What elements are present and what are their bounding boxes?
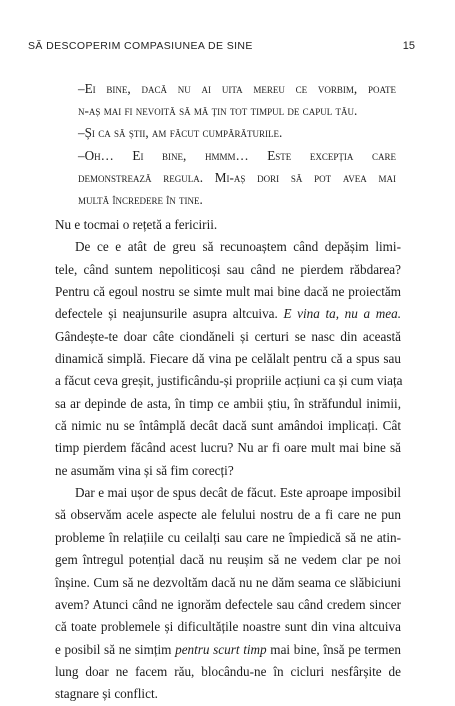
text-run: probleme în relațiile cu ceilalți sau care ne împiedică să ne atin- — [55, 529, 401, 545]
text-line — [78, 189, 396, 211]
text-run: lung doar ne facem rău, blocându-ne în cicluri nesfârșite de — [55, 663, 401, 679]
text-run: a făcut ceva greșit, justificându-și propriile acțiuni ca și cum viața — [55, 373, 403, 389]
text-run: tele, când suntem nepoliticoși sau când ne pierdem răbdarea? — [55, 261, 401, 277]
text-run: – — [78, 147, 85, 163]
text-line — [55, 549, 401, 571]
text-line — [78, 78, 396, 100]
text-line — [55, 236, 401, 258]
text-run: că nimic nu se întâmplă decât dacă sunt amândoi implicați. Cât — [55, 418, 401, 434]
dialogue-line — [78, 122, 396, 144]
text-line — [55, 303, 401, 325]
text-run: Gândește-te doar câte ciondăneli și certuri se nasc din această — [55, 328, 401, 344]
page-number: 15 — [402, 40, 415, 52]
text-run: ne asumăm vina și să fim corecți? — [55, 462, 234, 478]
text-run: mai bine, însă pe termen — [266, 641, 401, 657]
running-title: SĂ DESCOPERIM COMPASIUNEA DE SINE — [28, 40, 253, 52]
text-line — [55, 683, 401, 705]
text-line — [55, 415, 401, 437]
text-run: Și ca să știi, am făcut cumpărăturile. — [84, 125, 283, 141]
text-run: timp pierdem făcând acest lucru? Nu ar fi oare mult mai bine să — [55, 440, 401, 456]
text-line — [78, 122, 396, 144]
text-line — [78, 100, 396, 122]
text-run: sa ar depinde de asta, în timp ce ambii știu, în străfundul inimii, — [55, 395, 401, 411]
dialogue-line — [78, 78, 396, 122]
text-line — [55, 259, 401, 281]
text-run: gem întregul potențial dacă nu reușim să ne vedem clar pe noi — [55, 552, 401, 568]
text-line — [55, 393, 401, 415]
text-run: Oh… Ei bine, hmmm… Este excepția care — [84, 147, 396, 163]
body-text — [55, 214, 401, 706]
text-run: demonstrează regula. Mi-aș dori să pot avea mai — [78, 169, 396, 185]
italic-text: pentru scurt timp — [175, 641, 267, 657]
text-run: dinamică simplă. Fiecare dă vina pe celălalt pentru că a spus sau — [55, 351, 401, 367]
text-run: e posibil să ne simțim — [55, 641, 176, 657]
text-line — [78, 145, 396, 167]
text-line — [55, 572, 401, 594]
text-line — [55, 504, 401, 526]
italic-text: E vina ta, nu a mea. — [283, 306, 401, 322]
text-line — [78, 167, 396, 189]
running-header — [28, 40, 415, 52]
text-run: Nu e tocmai o rețetă a fericirii. — [55, 217, 218, 232]
text-run: – — [78, 125, 85, 141]
text-line — [55, 214, 401, 236]
text-run: să observăm acele aspecte ale felului nostru de a fi care ne pun — [55, 507, 401, 523]
text-run: n-aș mai fi nevoită să mă țin tot timpul de capul tău. — [78, 103, 358, 119]
text-run: De ce e atât de greu să recunoaștem când depășim limi- — [75, 239, 401, 255]
text-line — [55, 482, 401, 504]
text-line — [55, 281, 401, 303]
text-run: Dar e mai ușor de spus decât de făcut. Este aproape imposibil — [75, 485, 401, 501]
text-line — [55, 527, 401, 549]
text-run: stagnare și conflict. — [55, 686, 158, 702]
text-run: că toate problemele și dificultățile noastre sunt din vina altcuiva — [55, 619, 401, 635]
dialogue-block — [78, 78, 396, 211]
text-line — [55, 326, 401, 348]
text-run: avem? Atunci când ne ignorăm defectele sau când credem sincer — [55, 596, 401, 612]
text-line — [55, 348, 401, 370]
dialogue-line — [78, 145, 396, 212]
paragraph — [55, 236, 401, 482]
text-run: Ei bine, dacă nu ai uita mereu ce vorbim, poate — [84, 81, 396, 96]
paragraph — [55, 482, 401, 705]
text-line — [55, 639, 401, 661]
text-run: Pentru că egoul nostru se simte mult mai bine dacă ne proiectăm — [55, 284, 401, 300]
text-line — [55, 437, 401, 459]
text-run: – — [78, 81, 85, 96]
text-run: multă încredere în tine. — [78, 192, 203, 208]
text-line — [55, 661, 401, 683]
text-line — [55, 594, 401, 616]
text-run: defectele și neajunsurile asupra altcuiva. — [55, 306, 284, 322]
text-line — [55, 616, 401, 638]
text-line — [55, 370, 401, 392]
text-line — [55, 460, 401, 482]
text-run: înșine. Cum să ne dezvoltăm dacă nu ne dăm seama ce slăbiciuni — [55, 574, 401, 590]
paragraph — [55, 214, 401, 236]
